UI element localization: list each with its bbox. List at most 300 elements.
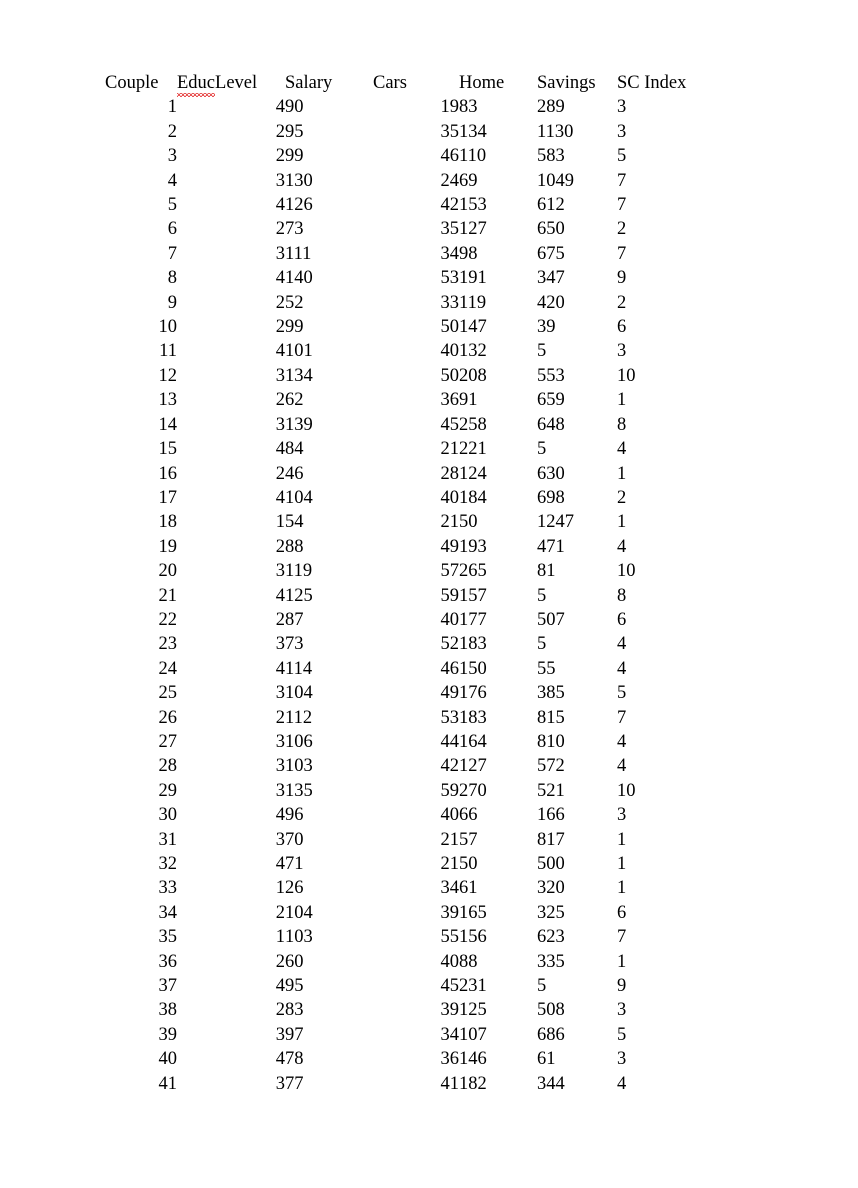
table-row (105, 584, 707, 608)
cell-salary: 21 (440, 854, 459, 874)
cell-level-value: 97 (285, 1024, 304, 1045)
cell-cars: 193 (459, 536, 487, 557)
table-row (105, 364, 707, 388)
cell-sc-index: 9 (617, 268, 627, 289)
couple-data-table (105, 71, 707, 1096)
cell-couple: 25 (158, 683, 177, 704)
cell-home-savings: 61 (537, 1049, 556, 1070)
cell-educ-level: 3 (275, 365, 285, 386)
cell-educ-level: 3 (275, 1073, 285, 1094)
cell-level-value: 135 (285, 780, 313, 801)
data-table-container (105, 71, 705, 1096)
column-header-sc-index: SC Index (617, 73, 687, 93)
cell-educ-level: 1 (275, 878, 285, 899)
cell-salary: 59 (440, 780, 459, 801)
table-row (105, 193, 707, 217)
cell-cars: 134 (459, 121, 487, 142)
cell-level-value: 78 (285, 1049, 304, 1070)
cell-sc-index: 1 (617, 390, 627, 411)
cell-level-value: 119 (285, 561, 313, 582)
cell-couple: 41 (158, 1073, 177, 1094)
table-row (105, 754, 707, 778)
cell-cars: 221 (459, 439, 487, 460)
cell-couple: 29 (158, 780, 177, 801)
column-header-level-word: Level (215, 73, 258, 93)
cell-salary: 49 (440, 536, 459, 557)
cell-educ-level: 4 (275, 854, 285, 874)
cell-home-savings: 500 (537, 854, 565, 874)
cell-home-savings: 675 (537, 243, 565, 264)
cell-level-value: 95 (285, 976, 304, 997)
cell-couple: 5 (167, 195, 177, 216)
cell-salary: 28 (440, 463, 459, 484)
cell-home-savings: 385 (537, 683, 565, 704)
cell-couple: 32 (158, 854, 177, 874)
cell-home-savings: 698 (537, 487, 565, 508)
cell-home-savings: 471 (537, 536, 565, 557)
cell-home-savings: 5 (537, 341, 547, 362)
cell-cars: 146 (459, 1049, 487, 1070)
cell-cars: 50 (459, 512, 478, 533)
table-row (105, 901, 707, 925)
cell-home-savings: 623 (537, 927, 565, 948)
cell-educ-level: 2 (275, 463, 285, 484)
cell-couple: 12 (158, 365, 177, 386)
cell-level-value: 101 (285, 341, 313, 362)
cell-cars: 107 (459, 1024, 487, 1045)
cell-sc-index: 1 (617, 878, 627, 899)
cell-sc-index: 5 (617, 146, 627, 167)
cell-educ-level: 2 (275, 121, 285, 142)
cell-sc-index: 8 (617, 414, 627, 435)
cell-home-savings: 507 (537, 609, 565, 630)
table-row (105, 730, 707, 754)
cell-couple: 13 (158, 390, 177, 411)
table-row (105, 486, 707, 510)
cell-educ-level: 3 (275, 634, 285, 655)
cell-level-value: 114 (285, 658, 313, 679)
cell-sc-index: 3 (617, 121, 627, 142)
cell-home-savings: 5 (537, 976, 547, 997)
table-row (105, 632, 707, 656)
cell-salary: 50 (440, 365, 459, 386)
table-row (105, 1072, 707, 1096)
cell-home-savings: 583 (537, 146, 565, 167)
cell-sc-index: 8 (617, 585, 627, 606)
cell-sc-index: 2 (617, 487, 627, 508)
table-row (105, 217, 707, 241)
cell-salary: 52 (440, 634, 459, 655)
cell-salary: 53 (440, 707, 459, 728)
cell-educ-level: 1 (275, 927, 285, 948)
cell-educ-level: 4 (275, 487, 285, 508)
cell-salary: 55 (440, 927, 459, 948)
cell-salary: 24 (440, 170, 459, 191)
table-row (105, 291, 707, 315)
cell-sc-index: 3 (617, 1000, 627, 1021)
cell-level-value: 99 (285, 317, 304, 338)
cell-level-value: 140 (285, 268, 313, 289)
cell-educ-level: 2 (275, 707, 285, 728)
cell-salary: 40 (440, 487, 459, 508)
cell-educ-level: 4 (275, 195, 285, 216)
cell-couple: 9 (167, 292, 177, 313)
cell-educ-level: 2 (275, 292, 285, 313)
cell-cars: 66 (459, 805, 478, 826)
cell-level-value: 103 (285, 756, 313, 777)
cell-home-savings: 5 (537, 439, 547, 460)
cell-home-savings: 1130 (537, 121, 574, 142)
cell-educ-level: 2 (275, 219, 285, 240)
table-row (105, 1023, 707, 1047)
cell-level-value: 54 (285, 512, 304, 533)
cell-home-savings: 810 (537, 731, 565, 752)
cell-home-savings: 817 (537, 829, 565, 850)
cell-cars: 231 (459, 976, 487, 997)
cell-couple: 35 (158, 927, 177, 948)
cell-salary: 57 (440, 561, 459, 582)
spellcheck-misspelled-word: Educ (177, 71, 215, 95)
cell-educ-level: 4 (275, 97, 285, 118)
cell-sc-index: 10 (617, 561, 636, 582)
cell-home-savings: 5 (537, 585, 547, 606)
cell-couple: 17 (158, 487, 177, 508)
cell-home-savings: 166 (537, 805, 565, 826)
cell-couple: 39 (158, 1024, 177, 1045)
cell-sc-index: 3 (617, 805, 627, 826)
cell-salary: 44 (440, 731, 459, 752)
cell-educ-level: 3 (275, 243, 285, 264)
cell-salary: 40 (440, 609, 459, 630)
cell-couple: 28 (158, 756, 177, 777)
cell-cars: 88 (459, 951, 478, 972)
cell-cars: 265 (459, 561, 487, 582)
cell-salary: 42 (440, 756, 459, 777)
cell-level-value: 71 (285, 854, 304, 874)
table-row (105, 510, 707, 534)
cell-level-value: 96 (285, 805, 304, 826)
cell-sc-index: 2 (617, 219, 627, 240)
cell-home-savings: 630 (537, 463, 565, 484)
cell-cars: 69 (459, 170, 478, 191)
table-row (105, 706, 707, 730)
cell-couple: 4 (167, 170, 177, 191)
cell-level-value: 26 (285, 878, 304, 899)
cell-cars: 125 (459, 1000, 487, 1021)
cell-level-value: 106 (285, 731, 313, 752)
cell-sc-index: 7 (617, 195, 627, 216)
cell-couple: 27 (158, 731, 177, 752)
cell-couple: 38 (158, 1000, 177, 1021)
table-row (105, 437, 707, 461)
cell-couple: 19 (158, 536, 177, 557)
table-row (105, 535, 707, 559)
cell-level-value: 83 (285, 1000, 304, 1021)
cell-cars: 150 (459, 658, 487, 679)
cell-home-savings: 420 (537, 292, 565, 313)
cell-level-value: 125 (285, 585, 313, 606)
cell-home-savings: 659 (537, 390, 565, 411)
cell-cars: 182 (459, 1073, 487, 1094)
cell-home-savings: 572 (537, 756, 565, 777)
cell-cars: 110 (459, 146, 487, 167)
table-row (105, 657, 707, 681)
column-header-couple: Couple (105, 73, 159, 93)
cell-home-savings: 347 (537, 268, 565, 289)
cell-couple: 16 (158, 463, 177, 484)
cell-sc-index: 4 (617, 731, 627, 752)
cell-couple: 1 (167, 97, 177, 118)
cell-cars: 156 (459, 927, 487, 948)
cell-sc-index: 7 (617, 243, 627, 264)
cell-cars: 183 (459, 707, 487, 728)
column-header-savings: Savings (537, 73, 596, 93)
cell-sc-index: 6 (617, 902, 627, 923)
cell-cars: 157 (459, 585, 487, 606)
cell-salary: 40 (440, 951, 459, 972)
table-row (105, 925, 707, 949)
cell-sc-index: 4 (617, 536, 627, 557)
cell-salary: 21 (440, 829, 459, 850)
cell-couple: 14 (158, 414, 177, 435)
cell-educ-level: 3 (275, 1024, 285, 1045)
cell-cars: 98 (459, 243, 478, 264)
cell-cars: 258 (459, 414, 487, 435)
cell-salary: 50 (440, 317, 459, 338)
cell-salary: 49 (440, 683, 459, 704)
table-row (105, 388, 707, 412)
table-row (105, 779, 707, 803)
cell-educ-level: 3 (275, 731, 285, 752)
table-row (105, 608, 707, 632)
cell-cars: 153 (459, 195, 487, 216)
cell-cars: 183 (459, 634, 487, 655)
column-header-educ-level (177, 71, 285, 95)
cell-salary: 59 (440, 585, 459, 606)
table-row (105, 413, 707, 437)
table-row (105, 315, 707, 339)
cell-sc-index: 6 (617, 317, 627, 338)
cell-level-value: 112 (285, 707, 313, 728)
cell-home-savings: 686 (537, 1024, 565, 1045)
cell-salary: 41 (440, 1073, 459, 1094)
table-row (105, 242, 707, 266)
cell-educ-level: 4 (275, 268, 285, 289)
cell-educ-level: 2 (275, 146, 285, 167)
cell-home-savings: 1049 (537, 170, 574, 191)
cell-educ-level: 3 (275, 756, 285, 777)
cell-cars: 270 (459, 780, 487, 801)
cell-sc-index: 1 (617, 463, 627, 484)
cell-home-savings: 521 (537, 780, 565, 801)
cell-cars: 57 (459, 829, 478, 850)
cell-home-savings: 815 (537, 707, 565, 728)
table-row (105, 95, 707, 119)
cell-salary: 34 (440, 243, 459, 264)
cell-couple: 24 (158, 658, 177, 679)
table-row (105, 852, 707, 876)
cell-educ-level: 2 (275, 1000, 285, 1021)
cell-sc-index: 1 (617, 854, 627, 874)
cell-sc-index: 3 (617, 1049, 627, 1070)
cell-level-value: 77 (285, 1073, 304, 1094)
cell-level-value: 111 (285, 243, 312, 264)
cell-cars: 132 (459, 341, 487, 362)
cell-couple: 10 (158, 317, 177, 338)
cell-level-value: 104 (285, 683, 313, 704)
cell-cars: 50 (459, 854, 478, 874)
cell-salary: 46 (440, 658, 459, 679)
cell-sc-index: 9 (617, 976, 627, 997)
cell-home-savings: 648 (537, 414, 565, 435)
cell-level-value: 104 (285, 902, 313, 923)
cell-couple: 40 (158, 1049, 177, 1070)
table-row (105, 144, 707, 168)
table-row (105, 339, 707, 363)
cell-couple: 26 (158, 707, 177, 728)
cell-level-value: 73 (285, 634, 304, 655)
cell-couple: 33 (158, 878, 177, 899)
cell-level-value: 60 (285, 951, 304, 972)
cell-salary: 42 (440, 195, 459, 216)
table-row (105, 828, 707, 852)
cell-home-savings: 5 (537, 634, 547, 655)
cell-educ-level: 2 (275, 609, 285, 630)
cell-salary: 53 (440, 268, 459, 289)
cell-salary: 39 (440, 902, 459, 923)
cell-couple: 15 (158, 439, 177, 460)
cell-salary: 36 (440, 390, 459, 411)
cell-educ-level: 3 (275, 561, 285, 582)
cell-educ-level: 1 (275, 512, 285, 533)
cell-cars: 83 (459, 97, 478, 118)
cell-salary: 45 (440, 976, 459, 997)
cell-sc-index: 10 (617, 780, 636, 801)
cell-salary: 21 (440, 512, 459, 533)
cell-cars: 127 (459, 756, 487, 777)
cell-salary: 33 (440, 292, 459, 313)
cell-sc-index: 5 (617, 683, 627, 704)
cell-salary: 19 (440, 97, 459, 118)
cell-level-value: 103 (285, 927, 313, 948)
cell-level-value: 130 (285, 170, 313, 191)
cell-cars: 184 (459, 487, 487, 508)
cell-educ-level: 4 (275, 976, 285, 997)
cell-sc-index: 1 (617, 951, 627, 972)
cell-sc-index: 7 (617, 707, 627, 728)
cell-couple: 23 (158, 634, 177, 655)
cell-salary: 34 (440, 1024, 459, 1045)
table-row (105, 803, 707, 827)
table-row (105, 974, 707, 998)
cell-salary: 39 (440, 1000, 459, 1021)
cell-salary: 35 (440, 219, 459, 240)
cell-salary: 35 (440, 121, 459, 142)
cell-level-value: 73 (285, 219, 304, 240)
cell-couple: 6 (167, 219, 177, 240)
cell-level-value: 139 (285, 414, 313, 435)
cell-level-value: 84 (285, 439, 304, 460)
cell-home-savings: 650 (537, 219, 565, 240)
cell-couple: 36 (158, 951, 177, 972)
cell-home-savings: 335 (537, 951, 565, 972)
cell-home-savings: 344 (537, 1073, 565, 1094)
cell-educ-level: 2 (275, 390, 285, 411)
cell-cars: 165 (459, 902, 487, 923)
cell-educ-level: 3 (275, 829, 285, 850)
cell-home-savings: 325 (537, 902, 565, 923)
cell-educ-level: 3 (275, 683, 285, 704)
table-row (105, 998, 707, 1022)
cell-educ-level: 4 (275, 439, 285, 460)
cell-cars: 191 (459, 268, 487, 289)
cell-salary: 40 (440, 805, 459, 826)
cell-salary: 36 (440, 1049, 459, 1070)
cell-couple: 18 (158, 512, 177, 533)
cell-educ-level: 4 (275, 585, 285, 606)
cell-sc-index: 7 (617, 170, 627, 191)
cell-sc-index: 2 (617, 292, 627, 313)
cell-couple: 31 (158, 829, 177, 850)
table-row (105, 681, 707, 705)
cell-home-savings: 81 (537, 561, 556, 582)
cell-cars: 176 (459, 683, 487, 704)
cell-educ-level: 4 (275, 1049, 285, 1070)
table-row (105, 950, 707, 974)
cell-level-value: 70 (285, 829, 304, 850)
cell-sc-index: 6 (617, 609, 627, 630)
cell-salary: 45 (440, 414, 459, 435)
cell-couple: 2 (167, 121, 177, 142)
table-row (105, 462, 707, 486)
cell-sc-index: 1 (617, 829, 627, 850)
cell-cars: 124 (459, 463, 487, 484)
cell-couple: 7 (167, 243, 177, 264)
table-header (105, 71, 707, 95)
cell-sc-index: 1 (617, 512, 627, 533)
table-row (105, 169, 707, 193)
cell-couple: 11 (159, 341, 177, 362)
cell-couple: 30 (158, 805, 177, 826)
cell-educ-level: 2 (275, 951, 285, 972)
cell-level-value: 87 (285, 609, 304, 630)
header-row (105, 71, 707, 95)
cell-couple: 3 (167, 146, 177, 167)
cell-educ-level: 2 (275, 536, 285, 557)
column-header-salary: Salary (285, 73, 333, 93)
cell-level-value: 88 (285, 536, 304, 557)
cell-sc-index: 4 (617, 439, 627, 460)
cell-home-savings: 55 (537, 658, 556, 679)
cell-home-savings: 1247 (537, 512, 574, 533)
table-body (105, 95, 707, 1096)
cell-sc-index: 4 (617, 1073, 627, 1094)
cell-cars: 164 (459, 731, 487, 752)
cell-level-value: 90 (285, 97, 304, 118)
cell-cars: 119 (459, 292, 487, 313)
cell-educ-level: 4 (275, 805, 285, 826)
cell-couple: 34 (158, 902, 177, 923)
cell-salary: 21 (440, 439, 459, 460)
cell-home-savings: 39 (537, 317, 556, 338)
cell-educ-level: 4 (275, 341, 285, 362)
cell-couple: 37 (158, 976, 177, 997)
cell-cars: 61 (459, 878, 478, 899)
cell-level-value: 95 (285, 121, 304, 142)
cell-sc-index: 4 (617, 756, 627, 777)
cell-educ-level: 2 (275, 902, 285, 923)
cell-home-savings: 553 (537, 365, 565, 386)
